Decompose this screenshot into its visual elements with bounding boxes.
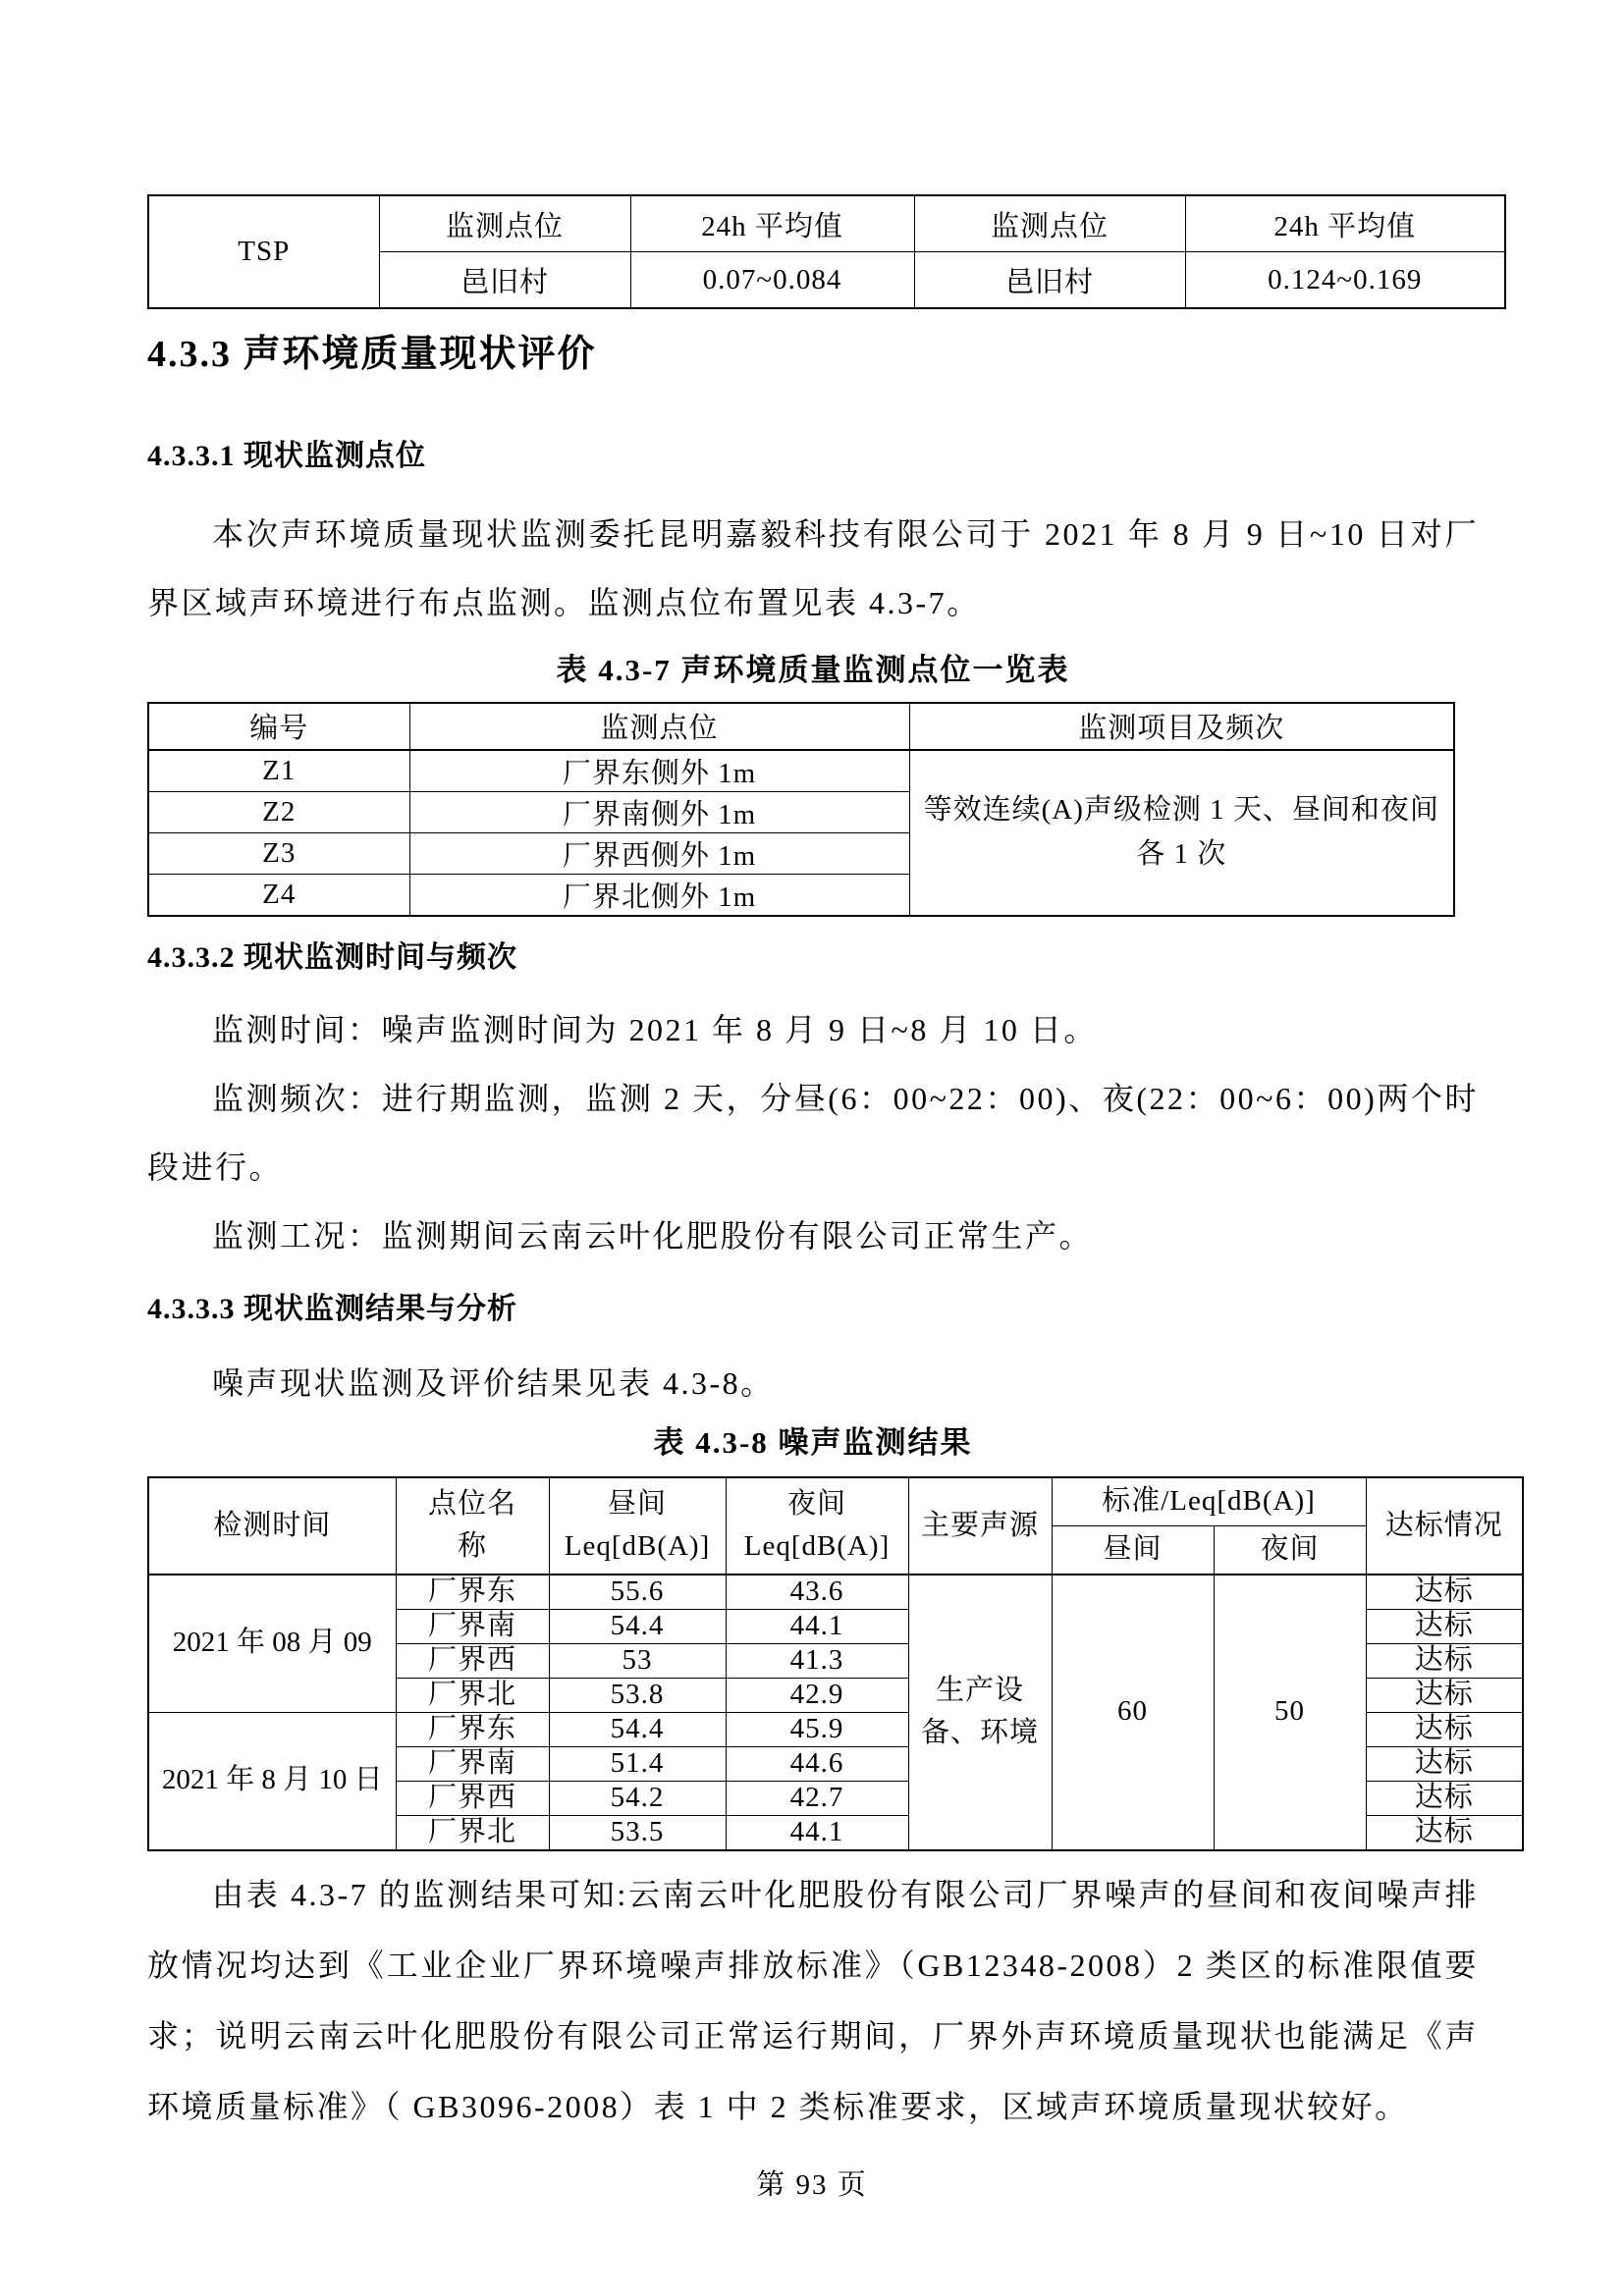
standard-night-cell: 50 xyxy=(1214,1575,1366,1850)
night-value-cell: 42.9 xyxy=(726,1678,908,1712)
status-cell: 达标 xyxy=(1366,1815,1523,1850)
header-location: 监测点位 xyxy=(409,703,909,750)
day-value-cell: 54.4 xyxy=(549,1609,726,1643)
page-content xyxy=(147,0,1503,2142)
tsp-parameter-cell: TSP xyxy=(148,195,379,308)
tsp-header-cell: 监测点位 xyxy=(379,195,630,252)
table-437-caption: 表 4.3-7 声环境质量监测点位一览表 xyxy=(556,652,1070,687)
frequency-note-line2: 各 1 次 xyxy=(1136,838,1227,871)
point-cell: 厂界北 xyxy=(396,1678,549,1712)
tsp-header-cell: 24h 平均值 xyxy=(630,195,914,252)
day-value-cell: 53 xyxy=(549,1643,726,1678)
paragraph-monitor-condition: 监测工况：监测期间云南云叶化肥股份有限公司正常生产。 xyxy=(212,1217,1094,1254)
table-row xyxy=(148,1575,1523,1610)
main-source-line1: 生产设 xyxy=(935,1674,1024,1706)
status-cell: 达标 xyxy=(1366,1746,1523,1781)
point-id-cell: Z1 xyxy=(148,750,409,792)
night-value-cell: 42.7 xyxy=(726,1781,908,1815)
day-value-cell: 51.4 xyxy=(549,1746,726,1781)
night-value-cell: 43.6 xyxy=(726,1575,908,1610)
header-point-name xyxy=(396,1477,549,1575)
header-night-leq xyxy=(726,1477,908,1575)
header-time: 检测时间 xyxy=(148,1477,396,1575)
night-value-cell: 44.1 xyxy=(726,1609,908,1643)
tsp-table xyxy=(147,194,1506,309)
section-heading-433: 4.3.3 声环境质量现状评价 xyxy=(147,334,597,375)
point-cell: 厂界南 xyxy=(396,1746,549,1781)
frequency-note-line1: 等效连续(A)声级检测 1 天、昼间和夜间 xyxy=(923,794,1439,827)
point-location-cell: 厂界西侧外 1m xyxy=(409,832,909,874)
header-point-line1: 点位名 xyxy=(427,1487,516,1520)
header-day-line2: Leq[dB(A)] xyxy=(564,1530,711,1563)
main-source-cell xyxy=(908,1575,1052,1850)
night-value-cell: 44.1 xyxy=(726,1815,908,1850)
point-cell: 厂界西 xyxy=(396,1781,549,1815)
header-night-line2: Leq[dB(A)] xyxy=(743,1530,891,1563)
point-id-cell: Z4 xyxy=(148,874,409,916)
paragraph-monitor-time: 监测时间：噪声监测时间为 2021 年 8 月 9 日~8 月 10 日。 xyxy=(212,1011,1098,1047)
day-value-cell: 54.2 xyxy=(549,1781,726,1815)
header-day-leq xyxy=(549,1477,726,1575)
point-cell: 厂界西 xyxy=(396,1643,549,1678)
header-compliance: 达标情况 xyxy=(1366,1477,1523,1575)
status-cell: 达标 xyxy=(1366,1712,1523,1746)
point-location-cell: 厂界东侧外 1m xyxy=(409,750,909,792)
night-value-cell: 41.3 xyxy=(726,1643,908,1678)
header-standard-day: 昼间 xyxy=(1052,1525,1214,1575)
tsp-value-cell: 0.07~0.084 xyxy=(630,252,914,309)
header-frequency: 监测项目及频次 xyxy=(909,703,1454,750)
tsp-value-cell: 邑旧村 xyxy=(914,252,1185,309)
tsp-value-cell: 邑旧村 xyxy=(379,252,630,309)
paragraph-results-intro: 噪声现状监测及评价结果见表 4.3-8。 xyxy=(212,1364,775,1401)
day-value-cell: 53.8 xyxy=(549,1678,726,1712)
table-row xyxy=(148,195,1505,252)
night-value-cell: 45.9 xyxy=(726,1712,908,1746)
day-value-cell: 53.5 xyxy=(549,1815,726,1850)
table-row xyxy=(148,750,1454,792)
date-cell: 2021 年 8 月 10 日 xyxy=(148,1712,396,1850)
point-location-cell: 厂界北侧外 1m xyxy=(409,874,909,916)
header-id: 编号 xyxy=(148,703,409,750)
header-main-source: 主要声源 xyxy=(908,1477,1052,1575)
point-cell: 厂界东 xyxy=(396,1575,549,1610)
point-cell: 厂界南 xyxy=(396,1609,549,1643)
header-standard: 标准/Leq[dB(A)] xyxy=(1052,1477,1366,1526)
tsp-header-cell: 监测点位 xyxy=(914,195,1185,252)
table-header-row xyxy=(148,1477,1523,1526)
paragraph-monitoring-intro: 本次声环境质量现状监测委托昆明嘉毅科技有限公司于 2021 年 8 月 9 日~10 日对厂界区域声环境进行布点监测。监测点位布置见表 4.3-7。 xyxy=(147,515,1479,620)
date-cell: 2021 年 08 月 09 xyxy=(148,1575,396,1713)
header-standard-night: 夜间 xyxy=(1214,1525,1366,1575)
table-438-caption: 表 4.3-8 噪声监测结果 xyxy=(653,1424,973,1460)
main-source-line2: 备、环境 xyxy=(920,1717,1039,1749)
paragraph-conclusion: 由表 4.3-7 的监测结果可知:云南云叶化肥股份有限公司厂界噪声的昼间和夜间噪声排放情况均达到《工业企业厂界环境噪声排放标准》（GB12348-2008）2 类区的标准限值要求；说明云南云叶化肥股份有限公司正常运行期间，厂界外声环境质量现状也能满足《声环境质量标准》（ GB3096-2008）表 1 中 2 类标准要求，区域声环境质量现状较好。 xyxy=(147,1876,1479,2124)
tsp-value-cell: 0.124~0.169 xyxy=(1185,252,1505,309)
status-cell: 达标 xyxy=(1366,1781,1523,1815)
tsp-header-cell: 24h 平均值 xyxy=(1185,195,1505,252)
day-value-cell: 54.4 xyxy=(549,1712,726,1746)
status-cell: 达标 xyxy=(1366,1678,1523,1712)
table-header-row xyxy=(148,703,1454,750)
paragraph-monitor-frequency: 监测频次：进行期监测，监测 2 天，分昼(6：00~22：00)、夜(22：00~6：00)两个时段进行。 xyxy=(147,1080,1479,1185)
header-point-line2: 称 xyxy=(457,1530,487,1563)
page-number: 第 93 页 xyxy=(756,2169,868,2201)
status-cell: 达标 xyxy=(1366,1575,1523,1610)
status-cell: 达标 xyxy=(1366,1609,1523,1643)
frequency-note-cell xyxy=(909,750,1454,916)
section-heading-4331: 4.3.3.1 现状监测点位 xyxy=(147,439,426,472)
noise-results-table xyxy=(147,1476,1524,1851)
night-value-cell: 44.6 xyxy=(726,1746,908,1781)
header-night-line1: 夜间 xyxy=(786,1487,846,1520)
header-day-line1: 昼间 xyxy=(607,1487,667,1520)
point-id-cell: Z2 xyxy=(148,791,409,832)
point-cell: 厂界北 xyxy=(396,1815,549,1850)
point-location-cell: 厂界南侧外 1m xyxy=(409,791,909,832)
day-value-cell: 55.6 xyxy=(549,1575,726,1610)
point-id-cell: Z3 xyxy=(148,832,409,874)
section-heading-4332: 4.3.3.2 现状监测时间与频次 xyxy=(147,940,517,974)
monitoring-points-table xyxy=(147,702,1455,917)
point-cell: 厂界东 xyxy=(396,1712,549,1746)
status-cell: 达标 xyxy=(1366,1643,1523,1678)
section-heading-4333: 4.3.3.3 现状监测结果与分析 xyxy=(147,1292,517,1325)
standard-day-cell: 60 xyxy=(1052,1575,1214,1850)
